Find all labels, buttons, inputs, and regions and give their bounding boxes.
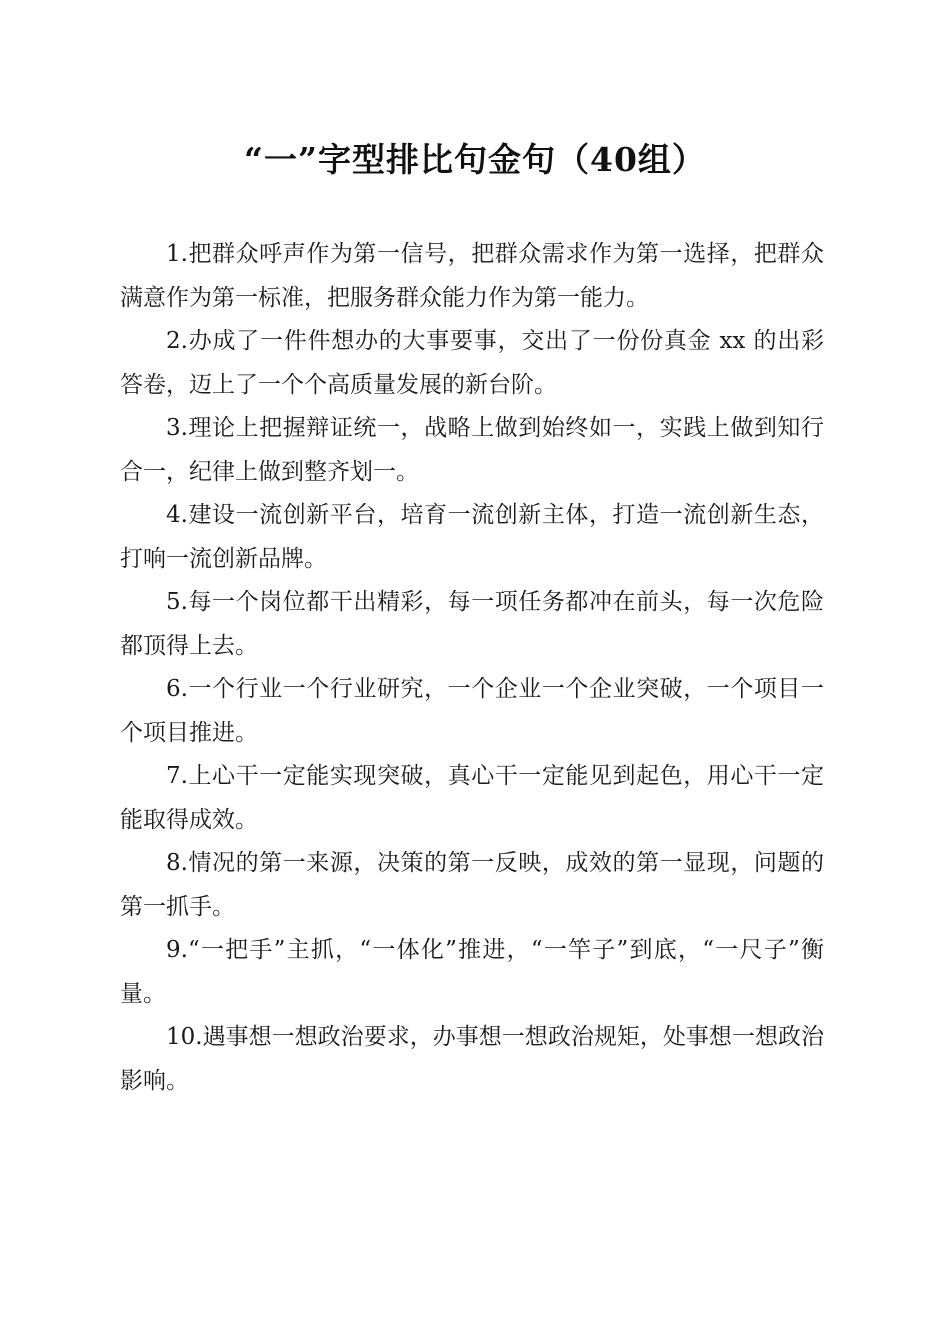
list-item: 10.遇事想一想政治要求，办事想一想政治规矩，处事想一想政治影响。	[120, 1024, 824, 1094]
list-item: 4.建设一流创新平台，培育一流创新主体，打造一流创新生态，打响一流创新品牌。	[120, 502, 824, 572]
list-item: 5.每一个岗位都干出精彩，每一项任务都冲在前头，每一次危险都顶得上去。	[120, 589, 824, 659]
list-item: 1.把群众呼声作为第一信号，把群众需求作为第一选择，把群众满意作为第一标准，把服务群众能力作为第一能力。	[120, 241, 824, 311]
document-title: “一”字型排比句金句（40组）	[244, 140, 706, 179]
list-item: 2.办成了一件件想办的大事要事，交出了一份份真金 xx 的出彩答卷，迈上了一个个高质量发展的新台阶。	[120, 328, 824, 398]
list-item: 7.上心干一定能实现突破，真心干一定能见到起色，用心干一定能取得成效。	[120, 763, 824, 833]
list-item: 9.“一把手”主抓，“一体化”推进，“一竿子”到底，“一尺子”衡量。	[120, 937, 824, 1007]
document-body	[120, 233, 824, 1103]
list-item: 8.情况的第一来源，决策的第一反映，成效的第一显现，问题的第一抓手。	[120, 850, 824, 920]
list-item: 6.一个行业一个行业研究，一个企业一个企业突破，一个项目一个项目推进。	[120, 676, 824, 746]
list-item: 3.理论上把握辩证统一，战略上做到始终如一，实践上做到知行合一，纪律上做到整齐划一。	[120, 415, 824, 485]
